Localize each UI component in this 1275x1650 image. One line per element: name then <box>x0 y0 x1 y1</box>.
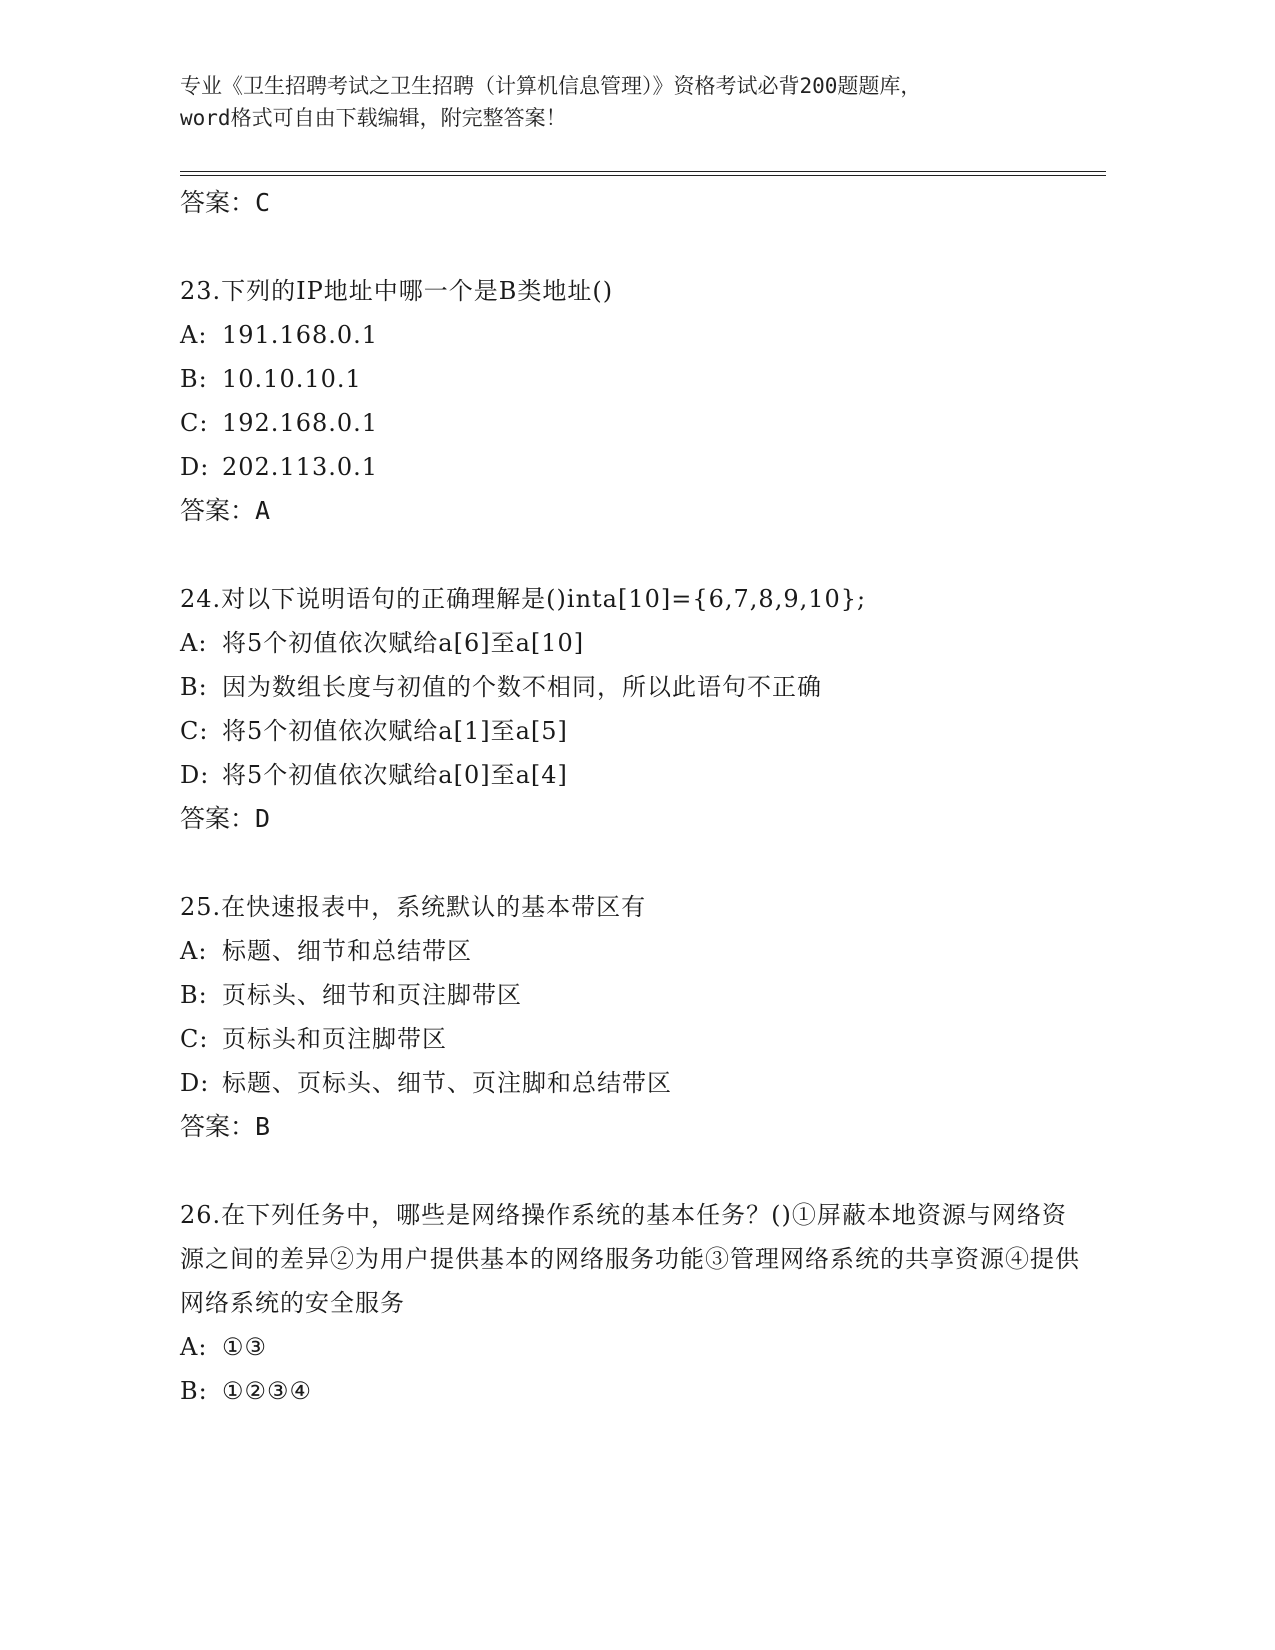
option-text: ①③ <box>222 1333 268 1361</box>
answer-line: 答案：A <box>180 496 271 525</box>
header-line-2: word格式可自由下载编辑，附完整答案！ <box>180 106 567 130</box>
option-text: 将5个初值依次赋给a[6]至a[10] <box>222 629 585 657</box>
option-b <box>180 665 1080 709</box>
question-25 <box>180 885 1080 1149</box>
question-text: 25.在快速报表中，系统默认的基本带区有 <box>180 893 647 921</box>
option-text: 191.168.0.1 <box>222 321 379 349</box>
option-letter: B: <box>180 981 208 1009</box>
option-b <box>180 1369 1080 1413</box>
option-letter: D: <box>180 453 210 481</box>
option-text: 202.113.0.1 <box>222 453 379 481</box>
document-header <box>180 70 1080 134</box>
option-letter: A: <box>180 1333 208 1361</box>
option-text: 页标头、细节和页注脚带区 <box>222 981 522 1009</box>
option-b <box>180 973 1080 1017</box>
answer-line: 答案：C <box>180 188 271 217</box>
option-text: 标题、页标头、细节、页注脚和总结带区 <box>222 1069 672 1097</box>
header-divider <box>180 171 1106 176</box>
option-letter: A: <box>180 937 208 965</box>
question-text: 26.在下列任务中，哪些是网络操作系统的基本任务？()①屏蔽本地资源与网络资源之间的差异②为用户提供基本的网络服务功能③管理网络系统的共享资源④提供网络系统的安全服务 <box>180 1201 1080 1317</box>
option-a <box>180 929 1080 973</box>
option-text: 将5个初值依次赋给a[0]至a[4] <box>222 761 568 789</box>
question-list <box>180 181 1080 1413</box>
option-text: 将5个初值依次赋给a[1]至a[5] <box>222 717 568 745</box>
option-text: 因为数组长度与初值的个数不相同，所以此语句不正确 <box>222 673 822 701</box>
question-text: 24.对以下说明语句的正确理解是()inta[10]={6,7,8,9,10}; <box>180 585 867 613</box>
header-line-1: 专业《卫生招聘考试之卫生招聘（计算机信息管理）》资格考试必背200题题库， <box>180 74 922 98</box>
option-text: 标题、细节和总结带区 <box>222 937 472 965</box>
option-b <box>180 357 1080 401</box>
option-c <box>180 1017 1080 1061</box>
question-23 <box>180 269 1080 533</box>
option-a <box>180 313 1080 357</box>
option-letter: B: <box>180 365 208 393</box>
option-letter: D: <box>180 1069 210 1097</box>
option-letter: B: <box>180 673 208 701</box>
question-26 <box>180 1193 1080 1413</box>
option-letter: C: <box>180 409 209 437</box>
answer-line: 答案：B <box>180 1112 271 1141</box>
option-letter: A: <box>180 321 208 349</box>
option-text: ①②③④ <box>222 1377 313 1405</box>
option-d <box>180 1061 1080 1105</box>
option-letter: A: <box>180 629 208 657</box>
option-c <box>180 401 1080 445</box>
option-text: 10.10.10.1 <box>222 365 362 393</box>
option-d <box>180 445 1080 489</box>
question-24 <box>180 577 1080 841</box>
option-letter: B: <box>180 1377 208 1405</box>
option-a <box>180 621 1080 665</box>
option-text: 192.168.0.1 <box>222 409 379 437</box>
option-letter: C: <box>180 717 209 745</box>
option-letter: C: <box>180 1025 209 1053</box>
option-text: 页标头和页注脚带区 <box>222 1025 447 1053</box>
option-letter: D: <box>180 761 210 789</box>
answer-line: 答案：D <box>180 804 271 833</box>
option-d <box>180 753 1080 797</box>
option-a <box>180 1325 1080 1369</box>
question-text: 23.下列的IP地址中哪一个是B类地址() <box>180 277 614 305</box>
option-c <box>180 709 1080 753</box>
